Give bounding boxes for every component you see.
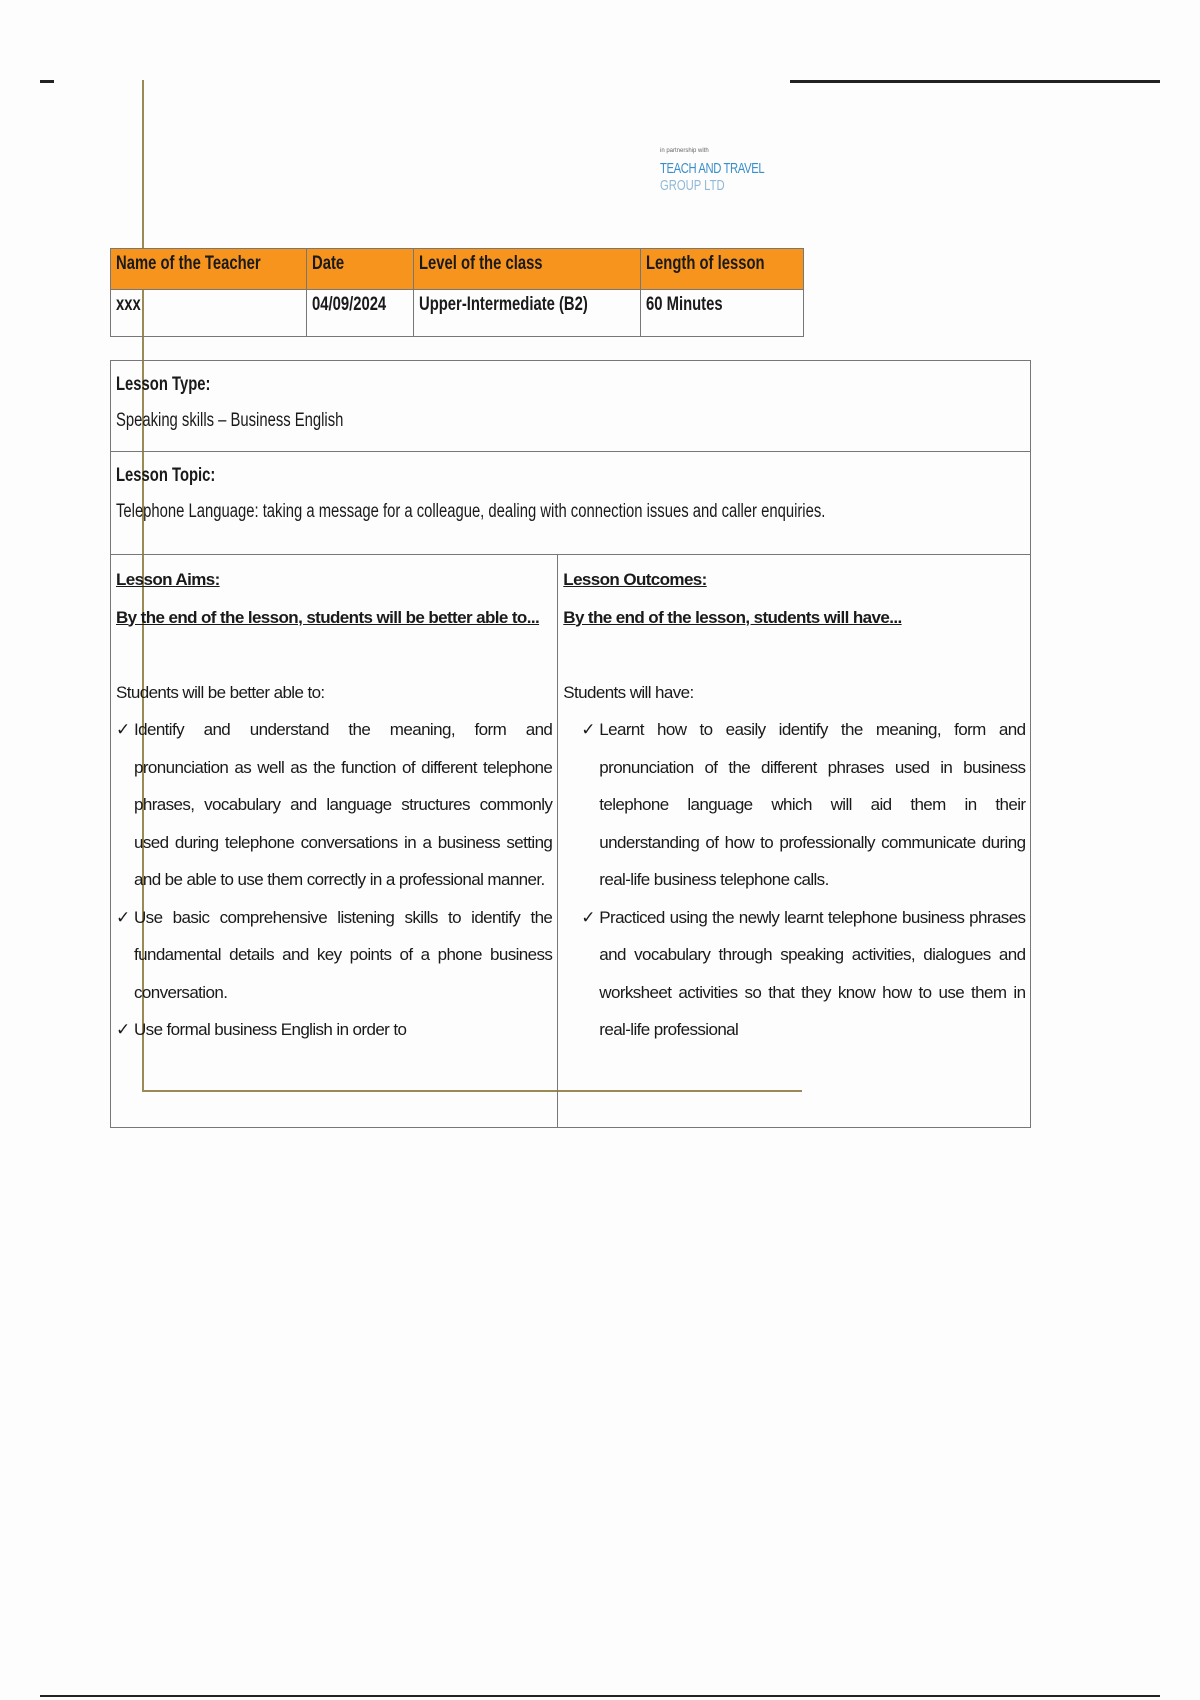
top-rule-left: [40, 80, 54, 83]
header-length: Length of lesson: [641, 249, 804, 290]
list-item: ✓ Identify and understand the meaning, form and pronunciation as well as the function of different telephone phrases, vocabulary and language structures commonly used during telephone conversations in a business setting and be able to use them correctly in a professional manner.: [116, 711, 552, 899]
lesson-outcomes-label: Lesson Outcomes:: [563, 570, 707, 589]
lesson-topic-cell: [111, 452, 1031, 555]
lesson-outcomes-cell: [558, 555, 1031, 1128]
value-teacher: xxx: [111, 290, 307, 337]
lesson-outcomes-intro: Students will have:: [563, 682, 694, 702]
company-logo: [660, 148, 780, 194]
value-level: Upper-Intermediate (B2): [413, 290, 640, 337]
list-item: ✓ Use basic comprehensive listening skills to identify the fundamental details and key points of a phone business conversation.: [116, 899, 552, 1012]
lesson-topic-label: Lesson Topic:: [116, 465, 216, 486]
lesson-aims-list: [116, 711, 552, 1049]
top-rule-right: [790, 80, 1160, 83]
lesson-outcomes-subheading: By the end of the lesson, students will have...: [563, 607, 902, 627]
info-value-row: [111, 290, 804, 337]
lesson-type-cell: [111, 361, 1031, 452]
list-item: ✓ Practiced using the newly learnt telephone business phrases and vocabulary through speaking activities, dialogues and worksheet activities so that they know how to use them in real-life professional: [581, 899, 1025, 1049]
lesson-plan-table: [110, 360, 1031, 1128]
info-header-row: [111, 249, 804, 290]
value-date: 04/09/2024: [307, 290, 413, 337]
lesson-outcomes-list: [563, 711, 1025, 1049]
lesson-aims-subheading: By the end of the lesson, students will be better able to...: [116, 607, 540, 627]
value-length: 60 Minutes: [641, 290, 804, 337]
lesson-type-label: Lesson Type:: [116, 374, 211, 395]
logo-line-2: GROUP LTD: [660, 177, 725, 194]
lesson-aims-cell: [111, 555, 558, 1128]
lesson-info-table: [110, 248, 804, 337]
lesson-topic-text: Telephone Language: taking a message for a colleague, dealing with connection issues and caller enquiries.: [116, 501, 826, 522]
lesson-type-text: Speaking skills – Business English: [116, 410, 344, 431]
header-level: Level of the class: [413, 249, 640, 290]
aims-outcomes-row: [111, 555, 1031, 1128]
logo-line-1: TEACH AND TRAVEL: [660, 160, 765, 177]
list-item: ✓ Use formal business English in order to: [116, 1011, 552, 1049]
bottom-rule: [40, 1695, 1160, 1697]
logo-tagline: in partnership with: [660, 148, 709, 154]
header-date: Date: [307, 249, 413, 290]
lesson-aims-label: Lesson Aims:: [116, 570, 220, 589]
lesson-topic-row: [111, 452, 1031, 555]
lesson-aims-intro: Students will be better able to:: [116, 682, 325, 702]
header-teacher: Name of the Teacher: [111, 249, 307, 290]
lesson-type-row: [111, 361, 1031, 452]
list-item: ✓ Learnt how to easily identify the meaning, form and pronunciation of the different phrases used in business telephone language which will aid them in their understanding of how to professionally communicate during real-life business telephone calls.: [581, 711, 1025, 899]
